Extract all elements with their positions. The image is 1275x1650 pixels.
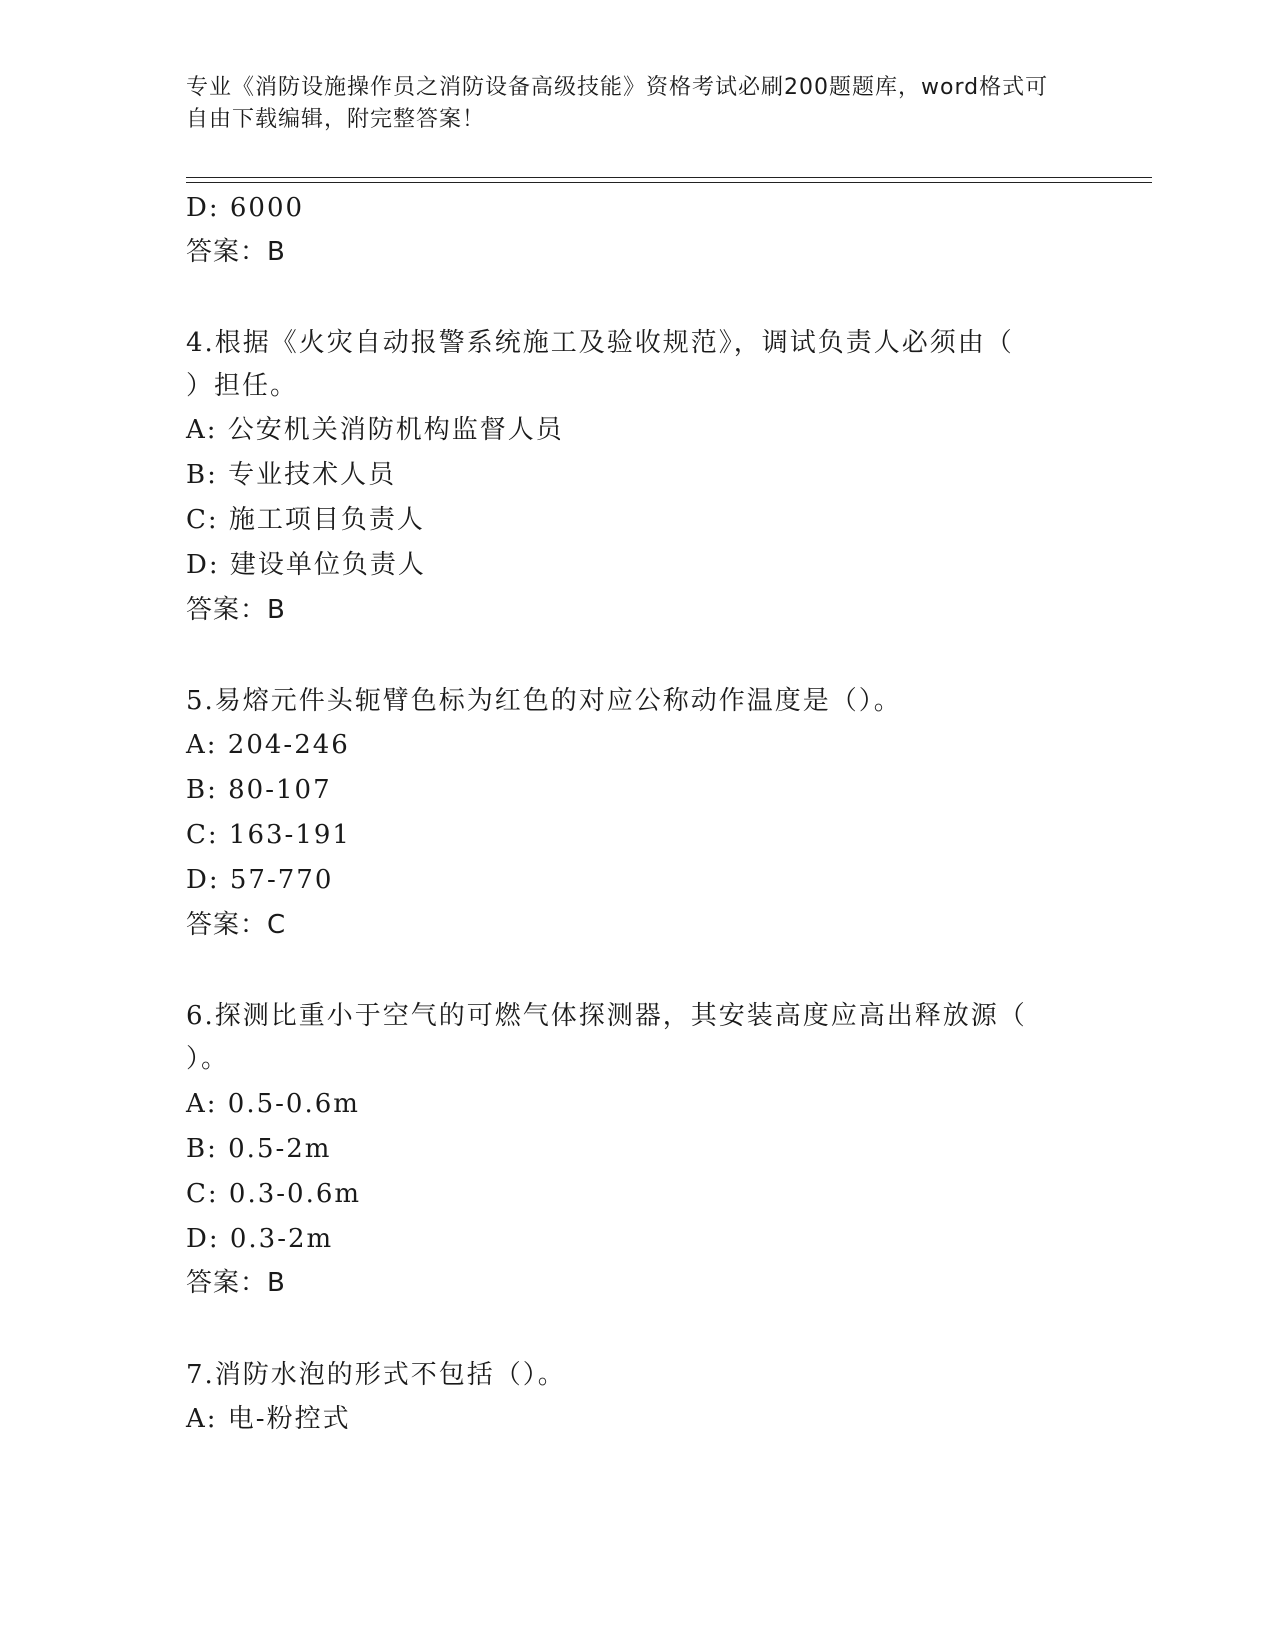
q6-stem-line2: ）。: [186, 1044, 230, 1074]
q4-option-b: B: 专业技术人员: [186, 460, 397, 490]
q6-option-c: C: 0.3-0.6m: [186, 1179, 362, 1209]
q5-option-c: C: 163-191: [186, 820, 351, 850]
q5-option-a: A: 204-246: [186, 730, 350, 760]
q3-option-d: D: 6000: [186, 193, 305, 223]
q5-option-b: B: 80-107: [186, 775, 332, 805]
q4-option-c: C: 施工项目负责人: [186, 505, 425, 535]
q7-stem-line1: 7.消防水泡的形式不包括（）。: [186, 1360, 566, 1390]
q6-option-b: B: 0.5-2m: [186, 1134, 332, 1164]
q5-option-d: D: 57-770: [186, 865, 334, 895]
q7-option-a: A: 电-粉控式: [186, 1404, 351, 1434]
q5-stem-line1: 5.易熔元件头轭臂色标为红色的对应公称动作温度是（）。: [186, 686, 902, 716]
q6-option-d: D: 0.3-2m: [186, 1224, 334, 1254]
q4-stem-line1: 4.根据《火灾自动报警系统施工及验收规范》，调试负责人必须由（: [186, 328, 1014, 358]
q5-answer: 答案：C: [186, 910, 287, 940]
q4-answer: 答案：B: [186, 595, 286, 625]
q6-answer: 答案：B: [186, 1268, 286, 1298]
header-rule-bottom: [186, 182, 1152, 183]
q3-answer: 答案：B: [186, 237, 286, 267]
q6-stem-line1: 6.探测比重小于空气的可燃气体探测器，其安装高度应高出释放源（: [186, 1001, 1027, 1031]
q4-option-d: D: 建设单位负责人: [186, 550, 426, 580]
header-rule-top: [186, 177, 1152, 178]
q6-option-a: A: 0.5-0.6m: [186, 1089, 360, 1119]
q4-stem-line2: ）担任。: [186, 371, 299, 401]
document-header: 专业《消防设施操作员之消防设备高级技能》资格考试必刷200题题库，word格式可自由下载编辑，附完整答案！: [186, 75, 1049, 132]
q4-option-a: A: 公安机关消防机构监督人员: [186, 415, 564, 445]
